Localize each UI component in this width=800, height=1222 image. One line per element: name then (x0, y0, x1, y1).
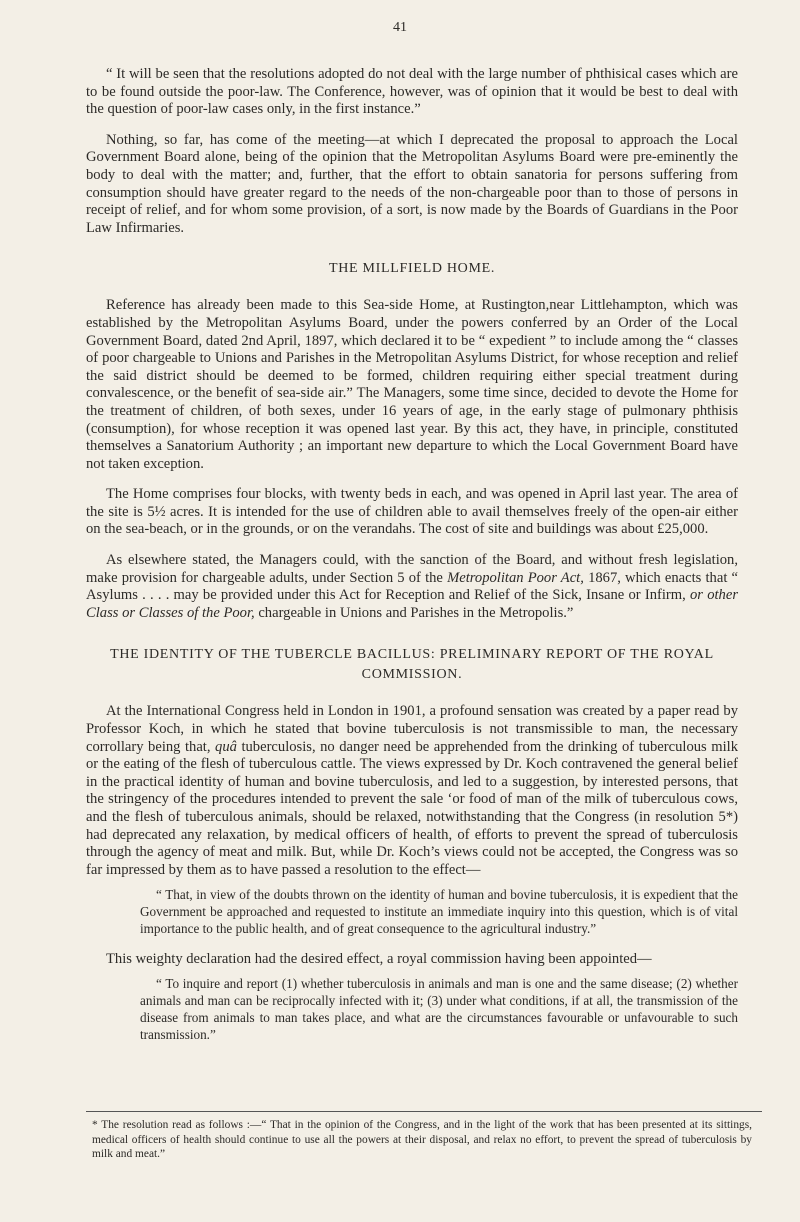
congress-italic-qua: quâ (215, 738, 237, 755)
quote-inquire-report: “ To inquire and report (1) whether tuberculosis in animals and man is one and the same disease; (2) whether animals and man can be reciprocally infected with it; (3) under what conditions, if at all, the transmission of the disease from animals to man takes place, and what are the circumstances favourable or unfavourable to such transmission.” (140, 976, 738, 1042)
congress-text-2: tuberculosis, no danger need be apprehended from the drinking of tuberculous milk or the eating of the flesh of tuberculous cattle. The views expressed by Dr. Koch contravened the general belief in the practical identity of human and bovine tuberculosis, and led to a suggestion, by interested persons, that the stringency of the procedures intended to prevent the sale ‘or food of man of the milk of tuberculous cows, and the flesh of tuberculous animals, should be relaxed, notwithstanding that the Congress (in resolution 5*) had deprecated any relaxation, by medical officers of health, of efforts to prevent the spread of tuberculosis through the agency of meat and milk. But, while Dr. Koch’s views could not be accepted, the Congress was so far impressed by them as to have passed a resolution to the effect— (86, 738, 738, 878)
page-number: 41 (393, 20, 407, 35)
paragraph-quote-intro: “ It will be seen that the resolutions adopted do not deal with the large number of phthisical cases which are to be found outside the poor-law. The Conference, however, was of opinion that it would be best to deal with the question of poor-law cases only, in the first instance.” (86, 66, 738, 118)
footnote-divider (86, 1111, 762, 1112)
congress-text-1: At the International Congress held in London in 1901, a profound sensation was created by a paper read by Professor Koch, in which he stated that bovine tuberculosis is not transmissible to man, the necessary corrollary being that, (86, 703, 738, 755)
text-column (86, 66, 738, 1057)
paragraph-reference: Reference has already been made to this Sea-side Home, at Rustington,near Littlehampton, which was established by the Metropolitan Asylums Board, under the powers conferred by an Order of the Local Government Board, dated 2nd April, 1897, which declared it to be “ expedient ” to include among the “ classes of poor chargeable to Unions and Parishes in the Metropolitan Asylums District, for whose reception and relief the said district should be deemed to be formed, children requiring either special treatment during convalescence, or the benefit of sea-side air.” The Managers, some time since, decided to devote the Home for the treatment of children, of both sexes, under 16 years of age, in the early stage of pulmonary phthisis (consumption), for whose reception it was opened last year. By this act, they have, in principle, constituted themselves a Sanatorium Authority ; an important new departure to which the Local Government Board have not taken exception. (86, 297, 738, 472)
footnote: * The resolution read as follows :—“ That in the opinion of the Congress, and in the light of the work that has been presented at its sittings, medical officers of health should continue to use all the powers at their disposal, and relax no effort, to prevent the spread of tuberculosis by milk and meat.” (92, 1119, 752, 1160)
paragraph-congress (86, 703, 738, 879)
heading-millfield-home: THE MILLFIELD HOME. (328, 261, 496, 277)
elsewhere-text-2: 1867, which enacts that “ Asylums . . . . may be provided under this Act for Reception and Relief of the Sick, Insane or Infirm, (86, 569, 739, 604)
paragraph-nothing-so-far: Nothing, so far, has come of the meeting—at which I deprecated the proposal to approach the Local Government Board alone, being of the opinion that the Metropolitan Asylums Board were pre-eminently the body to deal with the matter; and, further, that the effort to obtain sanatoria for persons suffering from consumption should have greater regard to the needs of the non-chargeable poor than to those of persons in receipt of relief, and for whom some provision, of a sort, is now made by the Boards of Guardians in the Poor Law Infirmaries. (86, 131, 738, 236)
elsewhere-text-1: As elsewhere stated, the Managers could, with the sanction of the Board, and without fresh legislation, make provision for chargeable adults, under Section 5 of the (86, 552, 738, 586)
quote-resolution: “ That, in view of the doubts thrown on the identity of human and bovine tuberculosis, it is expedient that the Government be approached and requested to institute an immediate inquiry into this question, which is of vital importance to the public health, and of great consequence to the agricultural industry.” (140, 887, 738, 936)
elsewhere-italic-class: or other Class or Classes of the Poor, (86, 587, 738, 621)
paragraph-weighty-declaration: This weighty declaration had the desired effect, a royal commission having been appointed— (106, 950, 652, 967)
paragraph-elsewhere-stated (86, 552, 738, 622)
elsewhere-text-3: chargeable in Unions and Parishes in the Metropolis.” (258, 604, 574, 621)
paragraph-home-blocks: The Home comprises four blocks, with twenty beds in each, and was opened in April last year. The area of the site is 5½ acres. It is intended for the use of children able to avail themselves freely of the open-air either on the sea-beach, or in the grounds, or on the verandahs. The cost of site and buildings was about £25,000. (86, 486, 738, 538)
elsewhere-italic-act: Metropolitan Poor Act, (447, 569, 584, 586)
heading-identity-bacillus: THE IDENTITY OF THE TUBERCLE BACILLUS: PRELIMINARY REPORT OF THE ROYAL COMMISSION. (110, 647, 714, 683)
